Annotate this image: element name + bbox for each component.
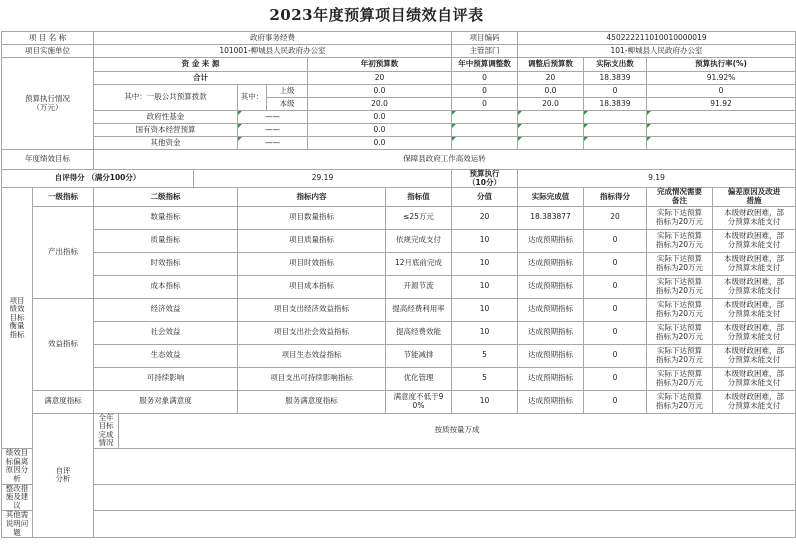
header-weight: 分值 [452,188,518,206]
indicator-reason[interactable]: 本级财政困难，部 分预算未能支付 [713,229,796,252]
gov-fund-adjusted[interactable] [518,111,584,124]
total-midyear[interactable]: 0 [452,72,518,85]
indicator-level2: 可持续影响 [94,367,238,390]
indicator-note[interactable]: 实际下达预算 指标为20万元 [647,390,713,413]
indicator-content[interactable]: 项目生态效益指标 [238,344,386,367]
table-row [2,252,796,275]
other-fund-rate[interactable] [647,137,796,150]
level1-satisfaction: 满意度指标 [33,390,94,413]
indicator-score[interactable]: 20 [584,206,647,229]
budget-total-row [2,72,796,85]
state-capital-initial[interactable]: 0.0 [308,124,452,137]
local-midyear[interactable]: 0 [452,98,518,111]
indicator-note[interactable]: 实际下达预算 指标为20万元 [647,298,713,321]
indicator-target[interactable]: 开源节流 [386,275,452,298]
other-fund-actual[interactable] [584,137,647,150]
budget-fund-row [2,111,796,124]
indicator-content[interactable]: 项目支出社会效益指标 [238,321,386,344]
deviation-label: 绩效目标偏离 原因分析 [2,449,33,485]
indicator-actual[interactable]: 达成预期指标 [518,229,584,252]
indicator-level2: 成本指标 [94,275,238,298]
indicator-score[interactable]: 0 [584,321,647,344]
dept-value[interactable]: 101-柳城县人民政府办公室 [518,45,796,58]
other-fund-dash: —— [238,137,308,150]
indicator-reason[interactable]: 本级财政困难，部 分预算未能支付 [713,252,796,275]
indicator-note[interactable]: 实际下达预算 指标为20万元 [647,367,713,390]
indicator-content[interactable]: 项目数量指标 [238,206,386,229]
indicator-score[interactable]: 0 [584,229,647,252]
header-reason: 偏差原因及改进 措施 [713,188,796,206]
total-initial[interactable]: 20 [308,72,452,85]
header-score: 指标得分 [584,188,647,206]
local-initial[interactable]: 20.0 [308,98,452,111]
project-code-value[interactable]: 450222211010010000019 [518,32,796,45]
indicator-weight[interactable]: 5 [452,367,518,390]
indicator-weight[interactable]: 10 [452,252,518,275]
analysis-row-deviation [2,449,796,485]
other-notes-value[interactable] [94,511,796,538]
indicator-target[interactable]: 优化管理 [386,367,452,390]
sub-label: 其中： [238,85,267,111]
general-budget-label: 其中：一般公共预算拨款 [94,85,238,111]
budget-section-label: 预算执行情况 （万元） [2,58,94,150]
indicator-weight[interactable]: 10 [452,275,518,298]
deviation-value[interactable] [94,449,796,485]
indicator-target[interactable]: ≤25万元 [386,206,452,229]
total-actual[interactable]: 18.3839 [584,72,647,85]
state-capital-rate[interactable] [647,124,796,137]
measures-value[interactable] [94,484,796,511]
other-fund-adjusted[interactable] [518,137,584,150]
header-funding-source: 资 金 来 源 [94,58,308,72]
indicator-actual[interactable]: 达成预期指标 [518,367,584,390]
indicator-header-row [2,188,796,206]
upper-rate[interactable]: 0 [647,85,796,98]
indicator-weight[interactable]: 10 [452,390,518,413]
unit-value[interactable]: 101001-柳城县人民政府办公室 [94,45,452,58]
indicator-reason[interactable]: 本级财政困难，部 分预算未能支付 [713,321,796,344]
indicator-weight[interactable]: 10 [452,321,518,344]
state-capital-dash: —— [238,124,308,137]
level1-output: 产出指标 [33,206,94,298]
indicator-actual[interactable]: 达成预期指标 [518,252,584,275]
exec-score-label: 预算执行 （10分） [452,170,518,188]
state-capital-actual[interactable] [584,124,647,137]
header-target: 指标值 [386,188,452,206]
gov-fund-rate[interactable] [647,111,796,124]
other-fund-initial[interactable]: 0.0 [308,137,452,150]
indicator-target[interactable]: 依规完成支付 [386,229,452,252]
score-row [2,170,796,188]
indicator-note[interactable]: 实际下达预算 指标为20万元 [647,206,713,229]
indicator-target[interactable]: 12月底前完成 [386,252,452,275]
indicator-target[interactable]: 满意度不低于90% [386,390,452,413]
other-fund-label: 其他资金 [94,137,238,150]
analysis-row-measures [2,484,796,511]
indicator-level2: 经济效益 [94,298,238,321]
project-name-value[interactable]: 政府事务经费 [94,32,452,45]
gov-fund-dash: —— [238,111,308,124]
budget-upper-row [2,85,796,98]
indicator-content[interactable]: 服务满意度指标 [238,390,386,413]
indicator-note[interactable]: 实际下达预算 指标为20万元 [647,321,713,344]
budget-state-capital-row [2,124,796,137]
indicator-reason[interactable]: 本级财政困难，部 分预算未能支付 [713,206,796,229]
table-row [2,206,796,229]
indicator-score[interactable]: 0 [584,344,647,367]
indicator-reason[interactable]: 本级财政困难，部 分预算未能支付 [713,367,796,390]
header-initial-budget: 年初预算数 [308,58,452,72]
indicator-actual[interactable]: 达成预期指标 [518,390,584,413]
state-capital-midyear[interactable] [452,124,518,137]
header-level2: 二级指标 [94,188,238,206]
local-rate[interactable]: 91.92 [647,98,796,111]
budget-header-row [2,58,796,72]
analysis-section-label: 自评 分析 [33,413,94,538]
project-code-label: 项目编码 [452,32,518,45]
upper-initial[interactable]: 0.0 [308,85,452,98]
table-row [2,390,796,413]
indicator-reason[interactable]: 本级财政困难，部 分预算未能支付 [713,275,796,298]
indicator-level2: 生态效益 [94,344,238,367]
goal-row [2,150,796,170]
indicator-target[interactable]: 节能减排 [386,344,452,367]
indicator-note[interactable]: 实际下达预算 指标为20万元 [647,344,713,367]
local-actual[interactable]: 18.3839 [584,98,647,111]
gov-fund-label: 政府性基金 [94,111,238,124]
indicator-weight[interactable]: 10 [452,229,518,252]
indicator-note[interactable]: 实际下达预算 指标为20万元 [647,275,713,298]
info-row-2 [2,45,796,58]
indicator-content[interactable]: 项目时效指标 [238,252,386,275]
exec-score-value[interactable]: 9.19 [518,170,796,188]
local-adjusted[interactable]: 20.0 [518,98,584,111]
state-capital-adjusted[interactable] [518,124,584,137]
table-row [2,321,796,344]
header-note: 完成情况需要 备注 [647,188,713,206]
indicator-actual[interactable]: 达成预期指标 [518,321,584,344]
indicator-note[interactable]: 实际下达预算 指标为20万元 [647,229,713,252]
indicator-note[interactable]: 实际下达预算 指标为20万元 [647,252,713,275]
header-actual-spend: 实际支出数 [584,58,647,72]
indicator-actual[interactable]: 达成预期指标 [518,298,584,321]
indicator-content[interactable]: 项目成本指标 [238,275,386,298]
indicator-score[interactable]: 0 [584,390,647,413]
info-row-1 [2,32,796,45]
table-row [2,298,796,321]
self-score-label: 自评得分 （满分100分） [2,170,194,188]
budget-other-row [2,137,796,150]
total-adjusted[interactable]: 20 [518,72,584,85]
header-exec-rate: 预算执行率(%) [647,58,796,72]
state-capital-label: 国有资本经营预算 [94,124,238,137]
header-adjusted-budget: 调整后预算数 [518,58,584,72]
upper-actual[interactable]: 0 [584,85,647,98]
analysis-row-other [2,511,796,538]
indicator-level2: 社会效益 [94,321,238,344]
table-row [2,344,796,367]
local-label: 本级 [267,98,308,111]
indicator-level2: 数量指标 [94,206,238,229]
gov-fund-midyear[interactable] [452,111,518,124]
other-fund-midyear[interactable] [452,137,518,150]
unit-label: 项目实施单位 [2,45,94,58]
goal-text[interactable]: 保障县政府工作高效运转 [94,150,796,170]
header-midyear-adjust: 年中预算调整数 [452,58,518,72]
project-name-label: 项 目 名 称 [2,32,94,45]
indicator-level2: 质量指标 [94,229,238,252]
table-row [2,275,796,298]
indicator-score[interactable]: 0 [584,252,647,275]
analysis-row-goal [2,413,796,449]
upper-midyear[interactable]: 0 [452,85,518,98]
table-row [2,367,796,390]
indicator-score[interactable]: 0 [584,367,647,390]
gov-fund-actual[interactable] [584,111,647,124]
indicator-score[interactable]: 0 [584,298,647,321]
indicator-weight[interactable]: 20 [452,206,518,229]
table-row [2,229,796,252]
header-level1: 一级指标 [33,188,94,206]
total-label: 合计 [94,72,308,85]
indicator-weight[interactable]: 10 [452,298,518,321]
goal-label: 年度绩效目标 [2,150,94,170]
gov-fund-initial[interactable]: 0.0 [308,111,452,124]
indicator-level2: 服务对象满意度 [94,390,238,413]
indicator-weight[interactable]: 5 [452,344,518,367]
upper-label: 上级 [267,85,308,98]
indicator-actual[interactable]: 达成预期指标 [518,275,584,298]
upper-adjusted[interactable]: 0.0 [518,85,584,98]
indicator-content[interactable]: 项目支出经济效益指标 [238,298,386,321]
dept-label: 主管部门 [452,45,518,58]
indicator-level2: 时效指标 [94,252,238,275]
header-actual: 实际完成值 [518,188,584,206]
total-rate[interactable]: 91.92% [647,72,796,85]
indicator-target[interactable]: 提高经费利用率 [386,298,452,321]
indicator-content[interactable]: 项目质量指标 [238,229,386,252]
measures-label: 整改措施及建 议 [2,484,33,511]
indicator-reason[interactable]: 本级财政困难，部 分预算未能支付 [713,344,796,367]
goal-done-label: 全年目标完成 情况 [94,413,119,449]
indicator-actual[interactable]: 达成预期指标 [518,344,584,367]
goal-done-value[interactable]: 按质按量万成 [119,413,796,449]
performance-table [1,31,796,538]
indicator-score[interactable]: 0 [584,275,647,298]
self-score-value[interactable]: 29.19 [194,170,452,188]
indicator-reason[interactable]: 本级财政困难，部 分预算未能支付 [713,390,796,413]
other-notes-label: 其他需说明问 题 [2,511,33,538]
indicator-reason[interactable]: 本级财政困难，部 分预算未能支付 [713,298,796,321]
indicator-actual[interactable]: 18.383877 [518,206,584,229]
page-title: 2023年度预算项目绩效自评表 [269,6,484,24]
indicator-target[interactable]: 提高经费效能 [386,321,452,344]
level1-benefit: 效益指标 [33,298,94,390]
header-content: 指标内容 [238,188,386,206]
indicator-content[interactable]: 项目支出可持续影响指标 [238,367,386,390]
indicator-section-label: 项目 绩效 目标 衡量 指标 [2,188,33,449]
